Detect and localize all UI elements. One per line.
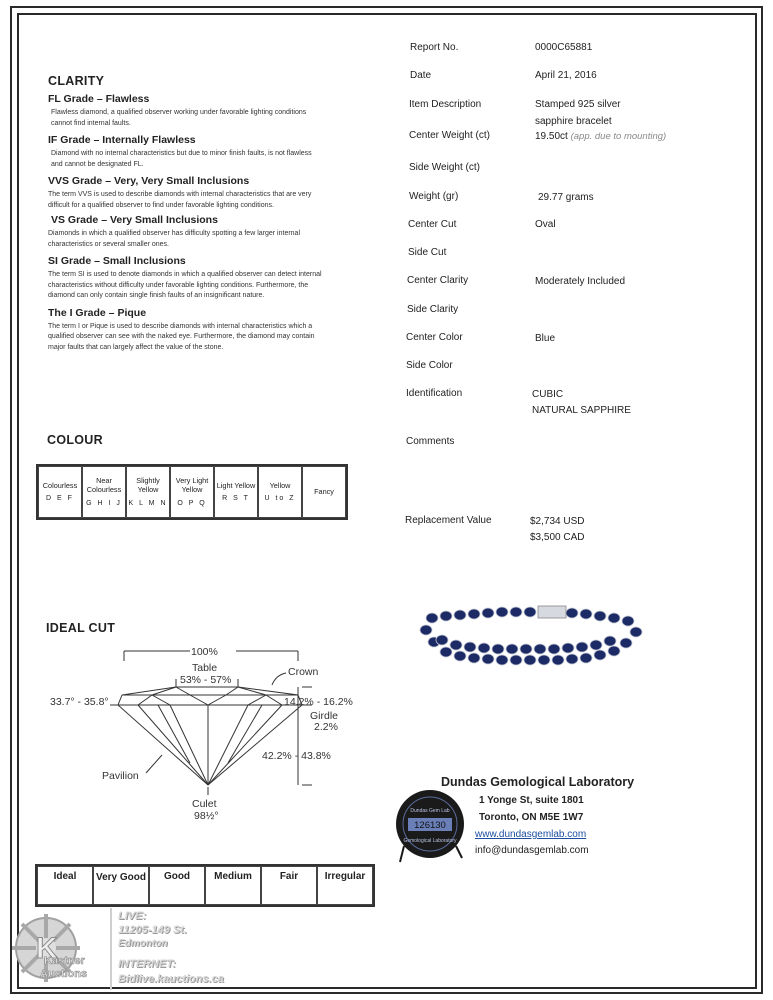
grade-description (51, 108, 361, 129)
colour-code: O P Q (177, 499, 207, 507)
colour-scale-table (36, 464, 348, 520)
grade-desc-line: and cannot be designated FL. (51, 160, 144, 168)
comments-label: Comments (406, 436, 455, 447)
lab-address-2: Toronto, ON M5E 1W7 (479, 812, 584, 823)
center-weight-number: 19.50ct (535, 131, 568, 142)
item-description-value: Stamped 925 silver (535, 99, 621, 110)
grade-description (48, 270, 358, 302)
grade-heading: The I Grade – Pique (48, 306, 147, 319)
table-label: Table (192, 662, 218, 674)
crown-label: Crown (288, 666, 319, 678)
report-no-label: Report No. (410, 42, 459, 53)
pavilion-label: Pavilion (102, 770, 139, 782)
grade-desc-line: characteristics or several smaller ones. (48, 240, 169, 248)
grade-heading: FL Grade – Flawless (48, 93, 150, 105)
colour-cell (302, 466, 346, 518)
center-clarity-label: Center Clarity (407, 275, 469, 286)
identification-value: CUBIC (532, 389, 564, 400)
lab-website-link[interactable]: www.dundasgemlab.com (475, 829, 587, 840)
grade-desc-line: diamond can only contain single finish faults of an insignificant nature. (48, 292, 265, 299)
grade-vs (48, 214, 361, 250)
watermark-internet-url[interactable]: Bidlive.kauctions.ca (118, 973, 224, 985)
grade-description (48, 190, 358, 211)
center-color-label: Center Color (406, 332, 463, 343)
weight-value: 29.77 grams (538, 192, 594, 203)
girdle-label: Girdle (310, 710, 339, 722)
culet-angle-label: 98½° (194, 810, 219, 822)
seal-number: 126130 (414, 820, 446, 831)
side-cut-label: Side Cut (408, 247, 447, 258)
grade-desc-line: The term I or Pique is used to describe diamonds with internal characteristics which a (48, 322, 313, 330)
grade-desc-line: Diamonds in which a qualified observer has difficulty spotting a few larger internal (48, 230, 301, 237)
grade-if (48, 134, 361, 170)
width-label: 100% (191, 646, 218, 658)
colour-code: G H I J (86, 499, 122, 507)
center-cut-label: Center Cut (408, 219, 457, 230)
watermark-live-line2: Edmonton (118, 938, 168, 949)
colour-code: K L M N (128, 499, 168, 507)
colour-cell (258, 466, 302, 518)
logo-brand-2: Auctions (40, 968, 88, 980)
colour-cell (170, 466, 214, 518)
item-description-label: Item Description (409, 99, 482, 110)
grade-heading: VVS Grade – Very, Very Small Inclusions (48, 175, 250, 187)
grade-heading: SI Grade – Small Inclusions (48, 255, 186, 267)
cut-grade-cell: Fair (261, 866, 317, 905)
replacement-value-cad: $3,500 CAD (530, 532, 585, 543)
colour-name: Yellow (269, 480, 291, 490)
lab-email: info@dundasgemlab.com (475, 845, 589, 856)
replacement-value-usd: $2,734 USD (530, 516, 585, 527)
pavilion-depth-label: 42.2% - 43.8% (262, 750, 331, 762)
grade-desc-line: The term SI is used to denote diamonds in which a qualified observer can detect internal (48, 271, 322, 278)
bracelet-photo (412, 598, 652, 678)
report-no-value: 0000C65881 (535, 42, 593, 53)
colour-cell (126, 466, 170, 518)
center-cut-value: Oval (535, 219, 556, 230)
grade-desc-line: qualified observer can see with the naked eye. Furthermore, the diamond may contain (48, 333, 315, 340)
grade-description (48, 229, 358, 250)
grade-heading: VS Grade – Very Small Inclusions (51, 214, 218, 226)
lab-address-1: 1 Yonge St, suite 1801 (479, 795, 584, 806)
colour-name: Near Colourless (86, 475, 122, 495)
table-range-label: 53% - 57% (180, 674, 232, 686)
watermark-internet-label: INTERNET: (118, 958, 176, 970)
colour-code: R S T (222, 495, 250, 502)
grade-description (48, 322, 358, 354)
cut-grade-cell: Medium (205, 866, 261, 905)
date-label: Date (410, 70, 432, 81)
colour-name: Light Yellow (216, 480, 256, 490)
logo-letter: K (36, 932, 58, 965)
weight-label: Weight (gr) (409, 191, 459, 202)
colour-code: D E F (46, 495, 74, 502)
side-clarity-label: Side Clarity (407, 304, 459, 315)
girdle-pct-label: 2.2% (314, 721, 338, 733)
watermark-divider (110, 908, 112, 990)
ideal-cut-title: IDEAL CUT (46, 621, 116, 635)
colour-code: U to Z (264, 495, 296, 502)
grade-desc-line: The term VVS is used to describe diamonds with internal characteristics that are very (48, 191, 312, 198)
grade-description (51, 149, 361, 170)
side-weight-label: Side Weight (ct) (409, 162, 480, 173)
identification-value-2: NATURAL SAPPHIRE (532, 405, 631, 416)
grade-desc-line: difficult for a qualified observer to find under favorable lighting conditions. (48, 201, 274, 209)
grade-fl (48, 93, 361, 129)
colour-cell (38, 466, 82, 518)
watermark-live-label: LIVE: (118, 910, 147, 922)
culet-label: Culet (192, 798, 217, 810)
grade-si (48, 255, 361, 302)
clarity-title: CLARITY (48, 74, 105, 88)
diamond-proportions-diagram (40, 635, 370, 830)
item-description-value-2: sapphire bracelet (535, 116, 612, 127)
date-value: April 21, 2016 (535, 70, 597, 81)
lab-seal (390, 780, 472, 870)
watermark-live-line1: 11205-149 St. (118, 924, 187, 936)
cut-grade-cell: Good (149, 866, 205, 905)
grade-vvs (48, 175, 361, 211)
cut-grade-cell: Ideal (37, 866, 93, 905)
colour-name: Very Light Yellow (175, 475, 209, 495)
colour-cell (82, 466, 126, 518)
cut-grade-table (35, 864, 375, 907)
logo-brand-1: Kastner (44, 955, 85, 967)
colour-title: COLOUR (47, 433, 103, 447)
identification-label: Identification (406, 388, 463, 399)
colour-name: Colourless (42, 480, 78, 490)
grade-desc-line: characteristics without difficulty under favorable lighting conditions. Furthermore, the (48, 281, 309, 289)
cut-grade-cell: Very Good (93, 866, 149, 905)
grade-desc-line: Flawless diamond, a qualified observer working under favorable lighting conditions (51, 109, 307, 116)
colour-name: Fancy (314, 487, 334, 497)
center-color-value: Blue (535, 333, 556, 344)
replacement-value-label: Replacement Value (405, 515, 492, 526)
grade-desc-line: Diamond with no internal characteristics but due to minor finish faults, is not flawless (51, 150, 312, 157)
side-color-label: Side Color (406, 360, 453, 371)
center-clarity-value: Moderately Included (535, 276, 626, 287)
clarity-grades (48, 93, 361, 353)
crown-height-label: 14.2% - 16.2% (284, 696, 353, 708)
center-weight-value (535, 131, 666, 142)
grade-i (48, 307, 361, 354)
seal-text-bottom: Gemological Laboratory (403, 838, 457, 844)
grade-desc-line: major faults that can largely affect the value of the stone. (48, 343, 224, 351)
center-weight-label: Center Weight (ct) (409, 130, 490, 141)
colour-cell (214, 466, 258, 518)
grade-heading: IF Grade – Internally Flawless (48, 134, 196, 146)
auction-logo (6, 912, 106, 992)
seal-text-top: Dundas Gem Lab (410, 808, 450, 814)
lab-name: Dundas Gemological Laboratory (441, 775, 635, 789)
cut-grade-cell: Irregular (317, 866, 373, 905)
center-weight-note: (app. due to mounting) (570, 131, 667, 142)
crown-angle-label: 33.7° - 35.8° (50, 696, 109, 708)
grade-desc-line: cannot find internal faults. (51, 119, 131, 127)
colour-name: Slightly Yellow (136, 475, 160, 495)
